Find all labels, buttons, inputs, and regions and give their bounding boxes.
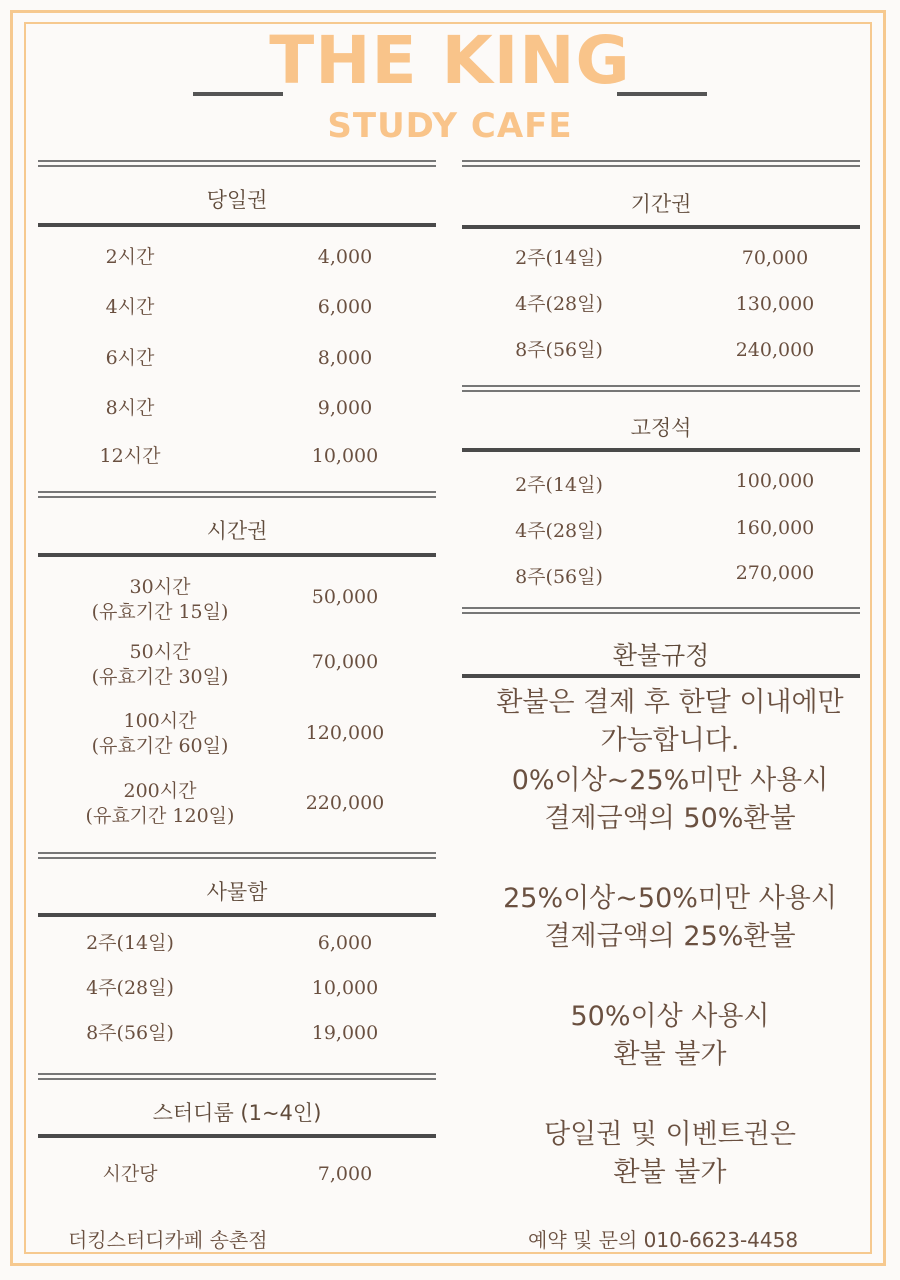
refund-intro bbox=[462, 684, 878, 760]
hours-row-label: 100시간 bbox=[123, 710, 197, 732]
locker-row-label: 4주(28일) bbox=[86, 977, 174, 999]
hours-row-label: 30시간 bbox=[129, 576, 191, 598]
section-title-fixed: 고정석 bbox=[630, 416, 692, 440]
fixed-row-price: 100,000 bbox=[735, 470, 815, 492]
hours-row-validity: (유효기간 15일) bbox=[91, 601, 229, 623]
divider-double bbox=[38, 1073, 436, 1080]
divider-thick bbox=[462, 448, 860, 452]
divider-double bbox=[462, 160, 860, 167]
locker-row-price: 6,000 bbox=[317, 932, 373, 954]
divider-double bbox=[38, 852, 436, 859]
hours-row-label: 50시간 bbox=[129, 641, 191, 663]
divider-thick bbox=[462, 674, 860, 678]
refund-rule-line: 결제금액의 50%환불 bbox=[544, 803, 796, 834]
refund-rule bbox=[462, 880, 878, 956]
fixed-row-price: 160,000 bbox=[735, 517, 815, 539]
period-row-price: 130,000 bbox=[735, 293, 815, 315]
fixed-row-label: 8주(56일) bbox=[515, 566, 603, 588]
period-row-price: 240,000 bbox=[735, 339, 815, 361]
refund-rule bbox=[462, 1116, 878, 1192]
divider-thick bbox=[462, 225, 860, 229]
divider-double bbox=[462, 385, 860, 392]
refund-rule-line: 0%이상~25%미만 사용시 bbox=[511, 765, 829, 796]
daily-row-price: 9,000 bbox=[317, 397, 373, 419]
section-title-studyroom: 스터디룸 (1~4인) bbox=[152, 1101, 322, 1125]
refund-intro-line: 환불은 결제 후 한달 이내에만 bbox=[496, 687, 844, 718]
divider-thick bbox=[38, 1134, 436, 1138]
section-title-hours: 시간권 bbox=[206, 519, 268, 543]
hours-row-price: 70,000 bbox=[311, 651, 379, 673]
footer-contact: 예약 및 문의 010-6623-4458 bbox=[528, 1228, 799, 1252]
divider-thick bbox=[38, 223, 436, 227]
refund-rule bbox=[462, 998, 878, 1074]
brand-subtitle: STUDY CAFE bbox=[327, 106, 573, 146]
daily-row-price: 8,000 bbox=[317, 347, 373, 369]
brand-title: THE KING bbox=[269, 22, 631, 99]
period-row-price: 70,000 bbox=[741, 247, 809, 269]
section-title-refund: 환불규정 bbox=[612, 641, 710, 670]
daily-row-label: 8시간 bbox=[105, 397, 155, 419]
daily-row-label: 4시간 bbox=[105, 296, 155, 318]
refund-rule-line: 50%이상 사용시 bbox=[570, 1001, 770, 1032]
hours-row-validity: (유효기간 120일) bbox=[85, 805, 235, 827]
studyroom-row-price: 7,000 bbox=[317, 1163, 373, 1185]
refund-rule-line: 환불 불가 bbox=[613, 1157, 727, 1188]
period-row-label: 4주(28일) bbox=[515, 293, 603, 315]
hours-row-price: 220,000 bbox=[305, 792, 385, 814]
locker-row-price: 19,000 bbox=[311, 1022, 379, 1044]
hours-row-price: 120,000 bbox=[305, 722, 385, 744]
divider-double bbox=[38, 491, 436, 498]
divider-double bbox=[462, 607, 860, 614]
hours-row-label: 200시간 bbox=[123, 780, 197, 802]
fixed-row-price: 270,000 bbox=[735, 562, 815, 584]
period-row-label: 2주(14일) bbox=[515, 247, 603, 269]
fixed-row-label: 4주(28일) bbox=[515, 520, 603, 542]
hours-row-price: 50,000 bbox=[311, 586, 379, 608]
refund-rule-line: 당일권 및 이벤트권은 bbox=[544, 1119, 796, 1150]
daily-row-price: 10,000 bbox=[311, 445, 379, 467]
period-row-label: 8주(56일) bbox=[515, 339, 603, 361]
hours-row-validity: (유효기간 30일) bbox=[91, 666, 229, 688]
daily-row-label: 12시간 bbox=[99, 445, 161, 467]
locker-row-label: 2주(14일) bbox=[86, 932, 174, 954]
locker-row-label: 8주(56일) bbox=[86, 1022, 174, 1044]
section-title-locker: 사물함 bbox=[206, 880, 268, 904]
daily-row-label: 6시간 bbox=[105, 347, 155, 369]
section-title-period: 기간권 bbox=[630, 192, 692, 216]
section-title-daily: 당일권 bbox=[206, 188, 268, 212]
locker-row-price: 10,000 bbox=[311, 977, 379, 999]
refund-intro-line: 가능합니다. bbox=[600, 725, 740, 756]
refund-rule bbox=[462, 762, 878, 838]
divider-double bbox=[38, 160, 436, 167]
refund-rule-line: 결제금액의 25%환불 bbox=[544, 921, 796, 952]
refund-rule-line: 환불 불가 bbox=[613, 1039, 727, 1070]
divider-thick bbox=[38, 553, 436, 557]
hours-row-validity: (유효기간 60일) bbox=[91, 735, 229, 757]
fixed-row-label: 2주(14일) bbox=[515, 474, 603, 496]
footer-store-name: 더킹스터디카페 송촌점 bbox=[68, 1228, 268, 1252]
daily-row-price: 4,000 bbox=[317, 246, 373, 268]
divider-thick bbox=[38, 913, 436, 917]
daily-row-price: 6,000 bbox=[317, 296, 373, 318]
refund-rule-line: 25%이상~50%미만 사용시 bbox=[503, 883, 837, 914]
daily-row-label: 2시간 bbox=[105, 246, 155, 268]
studyroom-row-label: 시간당 bbox=[102, 1163, 158, 1185]
